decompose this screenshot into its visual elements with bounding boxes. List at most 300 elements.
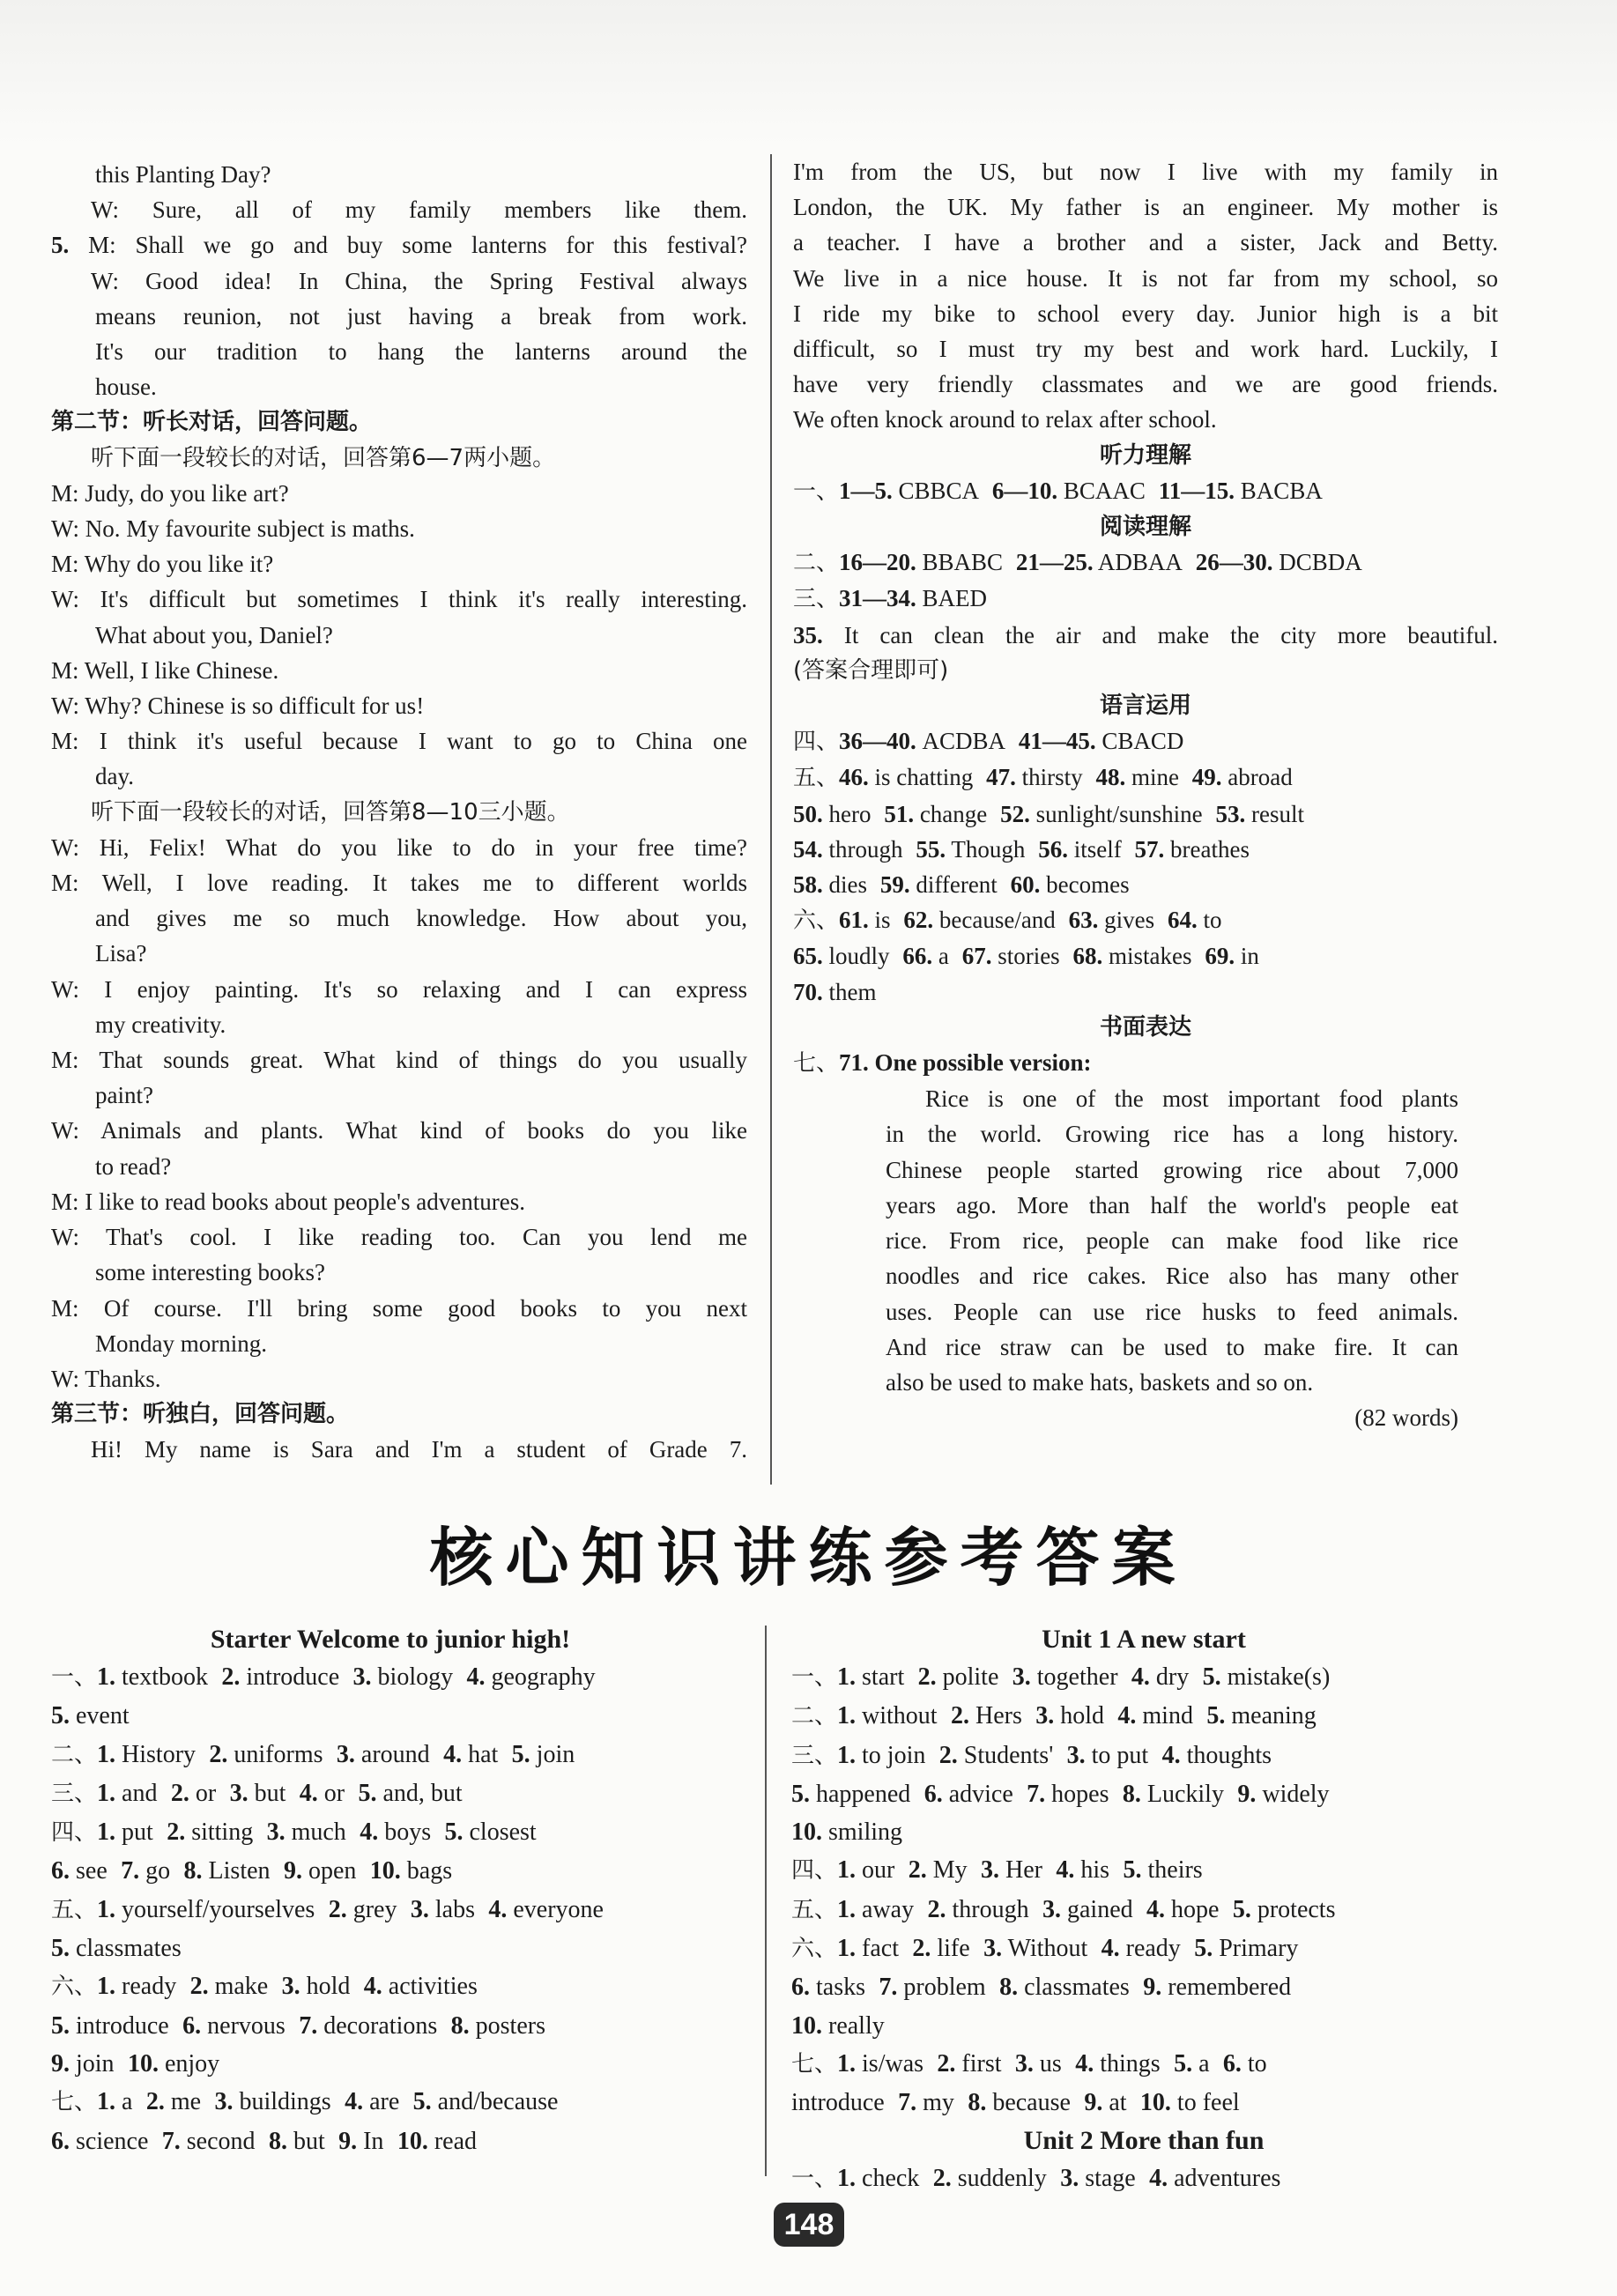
answer-text: second [186,2127,256,2155]
answer-text: first [961,2049,1002,2078]
question-number: 2. [189,1973,209,2001]
answer-text: abroad [1228,764,1293,791]
answer-text: open [308,1857,357,1885]
question-number: 3. [1035,1702,1055,1730]
answer-row [793,618,1498,653]
essay-line: Rice is one of the most important food plants [925,1085,1458,1113]
script-line: W: No. My favourite subject is maths. [51,515,415,543]
script-text: M: Shall we go and buy some lanterns for this festival? [88,232,748,259]
question-number: 5. [444,1818,464,1847]
answer-text: theirs [1147,1856,1203,1885]
answer-text: nervous [207,2011,286,2040]
answer-text: check [862,2164,920,2192]
question-number: 8. [999,1974,1019,2002]
question-number: 2. [328,1895,347,1923]
answer-text: hold [306,1973,351,2001]
answer-text: much [291,1818,346,1847]
answer-line [791,1813,1496,1851]
answer-text: them [828,978,877,1005]
question-number: 4. [1117,1702,1137,1730]
answer-line [51,2007,730,2045]
question-number: 2. [145,2088,165,2116]
answer-text: adventures [1174,2164,1281,2192]
script-line: to read? [95,1152,172,1180]
question-number: 3. [229,1779,248,1807]
answer-text: join [536,1740,575,1768]
question-number: 5. [1194,1935,1213,1963]
essay-line: also be used to make hats, baskets and so on. [886,1368,1314,1396]
question-number: 61. [839,907,869,934]
question-number: 1. [97,1818,116,1847]
script-line: M: I think it's useful because I want to go to China one [51,728,747,755]
question-number: 9. [283,1857,302,1885]
answer-text: fact [862,1935,899,1963]
answer-text: introduce [246,1663,340,1691]
question-number: 57. [1134,835,1165,863]
answer-text: DCBDA [1279,549,1362,576]
answer-text: through [828,835,903,863]
question-number: 3. [336,1740,355,1768]
answer-text: go [145,1857,171,1885]
script-line: W: Why? Chinese is so difficult for us! [51,693,425,720]
answer-text: Without [1007,1935,1088,1963]
answer-text: mine [1131,764,1179,791]
section-marker: 六、 [791,1936,838,1963]
question-number: 5. [511,1740,530,1768]
essay-line: in the world. Growing rice has a long history. [886,1121,1458,1148]
question-number: 5. [1202,1663,1221,1691]
passage-line: a teacher. I have a brother and a sister, Jack and Betty. [793,229,1498,256]
section-marker: 一、 [791,2165,838,2192]
answer-text: stage [1085,2164,1136,2192]
answer-line [791,1891,1496,1929]
starter-answers [51,1621,730,2160]
question-number: 2. [937,2049,956,2078]
question-number: 4. [345,2088,364,2116]
answer-row [793,759,1498,796]
section-marker: 五、 [793,765,840,792]
question-number: 49. [1191,764,1222,791]
answer-text: grey [352,1895,397,1923]
answer-text: problem [903,1974,986,2002]
answer-text: away [862,1895,915,1923]
question-number: 65. [793,943,823,970]
answer-text: put [122,1818,153,1847]
answer-line [51,1813,730,1852]
answer-text: classmates [1024,1974,1130,2002]
question-number: 70. [793,978,823,1005]
section-marker: 一、 [51,1664,98,1691]
answer-text: suddenly [957,2164,1047,2192]
answer-text: becomes [1046,871,1130,899]
answer-text: advice [948,1780,1013,1808]
question-number: 68. [1072,943,1103,970]
answer-text: but [293,2127,325,2155]
answer-text: his [1080,1856,1110,1885]
answer-text: or [323,1779,345,1807]
question-number: 3. [1042,1895,1061,1923]
script-line: What about you, Daniel? [95,621,333,648]
question-number: 6. [923,1780,943,1808]
question-number: 64. [1168,907,1198,934]
passage-line: We live in a nice house. It is not far from my school, so [793,264,1498,292]
question-number: 1. [97,1740,116,1768]
answer-text: loudly [828,943,890,970]
section-marker: 七、 [791,2050,838,2078]
answer-text: textbook [122,1663,209,1691]
passage-line: have very friendly classmates and we are good friends. [793,371,1498,398]
answer-text: around [360,1740,430,1768]
answer-text: uniforms [234,1740,323,1768]
word-count: (82 words) [1354,1404,1458,1432]
answer-row [793,796,1498,832]
answer-text: meaning [1231,1702,1317,1730]
answer-line [791,2084,1496,2122]
essay-line: Chinese people started growing rice about 7,000 [886,1156,1458,1183]
script-line: and gives me so much knowledge. How about you, [95,905,747,932]
answer-text: biology [377,1663,454,1691]
question-range: 36—40. [839,728,916,755]
essay-line: years ago. More than half the world's people eat [886,1191,1458,1218]
answer-text: to put [1091,1741,1149,1769]
answer-line [791,1658,1496,1697]
answer-line [791,2007,1496,2045]
answer-text: a [122,2088,133,2116]
script-line: M: I like to read books about people's adventures. [51,1188,525,1215]
answer-text: gives [1104,907,1155,934]
question-number: 6. [51,1857,70,1885]
question-number: 46. [839,764,869,791]
script-line: W: I enjoy painting. It's so relaxing and I can express [51,975,747,1003]
question-number: 1. [837,2164,857,2192]
question-number: 1. [837,2049,857,2078]
answer-text: polite [942,1663,999,1691]
question-number: 1. [837,1741,857,1769]
question-number: 54. [793,835,823,863]
answer-text: my [923,2089,954,2117]
question-number: 5. [51,1702,70,1730]
question-number: 1. [837,1702,857,1730]
question-number: 3. [981,1856,1000,1885]
question-number: 2. [950,1702,969,1730]
question-number: 3. [266,1818,286,1847]
question-number: 2. [927,1895,946,1923]
answer-row [793,1045,1498,1081]
answer-line [51,1736,730,1774]
answer-text: read [434,2127,478,2155]
answer-text: is [874,907,891,934]
question-number: 51. [884,800,915,827]
answer-row [793,902,1498,938]
question-number: 66. [902,943,933,970]
answer-text: History [122,1740,197,1768]
script-line: M: Of course. I'll bring some good books to you next [51,1294,747,1322]
answer-text: geography [491,1663,596,1691]
answer-text: itself [1073,835,1122,863]
answer-line [791,1737,1496,1775]
unit2-title: Unit 2 More than fun [1023,2125,1265,2155]
answer-text: a [938,943,949,970]
answer-text: gained [1066,1895,1133,1923]
section-heading: 第三节：听独白，回答问题。 [51,1401,350,1428]
answer-text: change [919,800,988,827]
essay-line: And rice straw can be used to make fire. It can [886,1333,1458,1360]
question-number: 4. [360,1818,379,1847]
question-number: 3. [410,1895,429,1923]
question-number: 53. [1215,800,1246,827]
answer-text: and [122,1779,158,1807]
answer-line [791,1775,1496,1813]
answer-text: Listen [208,1857,271,1885]
question-number: 10. [791,1818,822,1847]
answer-text: because/and [938,907,1056,934]
answer-text: thoughts [1186,1741,1272,1769]
question-number: 47. [986,764,1016,791]
question-number: 6. [1222,2049,1242,2078]
question-number: 10. [1139,2089,1171,2117]
question-number: 4. [488,1895,508,1923]
question-number: 5. [1232,1895,1251,1923]
question-number: 4. [1146,1895,1166,1923]
question-number: 3. [1060,2164,1079,2192]
question-number: 7. [879,1974,898,2002]
answer-text: Though [951,835,1026,863]
question-number: 63. [1068,907,1099,934]
answer-text: posters [475,2011,545,2040]
answer-text: BCAAC [1063,477,1146,504]
section-marker: 五、 [791,1896,838,1923]
script-line: this Planting Day? [95,161,271,188]
section-heading-listening: 听力理解 [1099,441,1191,469]
answer-text: make [214,1973,269,2001]
answer-text: hat [468,1740,499,1768]
question-number: 5. [1123,1856,1142,1885]
question-number: 69. [1205,943,1235,970]
answer-text: enjoy [164,2049,220,2078]
script-line: M: Why do you like it? [51,551,274,578]
answer-line [51,1929,730,1967]
question-number: 59. [879,871,910,899]
script-line: paint? [95,1082,153,1109]
question-number: 1. [97,2088,116,2116]
question-number: 4. [1056,1856,1075,1885]
section-marker: 四、 [791,1857,838,1885]
passage-line: I ride my bike to school every day. Junior high is a bit [793,300,1498,327]
script-line: day. [95,763,134,790]
question-number: 4. [466,1663,486,1691]
section-marker: 二、 [791,1703,838,1730]
instruction-line: 听下面一段较长的对话，回答第6—7两小题。 [91,444,556,471]
answer-text: mistake(s) [1227,1663,1331,1691]
question-number: 3. [983,1935,1003,1963]
answer-key-title: 核心知识讲练参考答案 [429,1521,1188,1595]
question-number: 2. [917,1663,937,1691]
section-marker: 三、 [793,586,840,613]
question-number: 8. [1122,1780,1141,1808]
passage-line: We often knock around to relax after school. [793,406,1217,433]
question-number: 2. [209,1740,228,1768]
answer-row [793,723,1498,759]
script-line: W: Hi, Felix! What do you like to do in your free time? [51,833,747,861]
answer-text: happened [816,1780,911,1808]
section-marker: 七、 [51,2089,98,2116]
answer-text: dies [828,871,867,899]
answer-text: protects [1257,1895,1336,1923]
column-divider-bottom [765,1626,767,2176]
answer-text: activities [388,1973,478,2001]
question-number: 9. [1084,2089,1103,2117]
question-number: 5. [412,2088,432,2116]
section-marker: 一、 [791,1664,838,1691]
script-line: It's our tradition to hang the lanterns around the [95,338,747,366]
unit-answers [791,1621,1496,2198]
answer-text: dry [1155,1663,1190,1691]
answer-line [51,1697,730,1735]
answer-text: ready [122,1973,177,2001]
question-number: 9. [1143,1974,1162,2002]
question-number: 67. [961,943,992,970]
answer-text: in [1240,943,1259,970]
question-number: 8. [183,1857,203,1885]
section-marker: 六、 [51,1974,98,2001]
question-number: 2. [908,1856,927,1885]
section-marker: 一、 [793,478,840,505]
script-line: means reunion, not just having a break from work. [95,302,747,330]
question-number: 4. [1101,1935,1120,1963]
answer-text: breathes [1170,835,1250,863]
question-number: 4. [1075,2049,1094,2078]
answer-text: really [828,2011,885,2040]
question-number: 3. [352,1663,372,1691]
sample-essay [793,1081,1498,1400]
answer-line [791,1697,1496,1736]
answer-text: me [170,2088,202,2116]
answer-text: yourself/yourselves [122,1895,315,1923]
answer-text: to [1203,907,1222,934]
answer-line [791,2159,1496,2198]
answer-text: closest [469,1818,537,1847]
question-range: 6—10. [991,477,1058,504]
question-number: 4. [299,1779,318,1807]
section-heading-reading: 阅读理解 [1099,514,1191,541]
answer-text: and/because [437,2088,559,2116]
question-number: 60. [1010,871,1041,899]
answer-line [51,1852,730,1890]
answer-line [51,1658,730,1697]
question-number: 3. [1014,2049,1034,2078]
question-number: 9. [338,2127,358,2155]
answer-text: together [1036,1663,1118,1691]
answer-text: Luckily [1146,1780,1224,1808]
answer-text: are [369,2088,400,2116]
answer-text: start [862,1663,905,1691]
section-marker: 三、 [791,1742,838,1769]
section-marker: 三、 [51,1780,98,1807]
question-number: 50. [793,800,823,827]
answer-line [51,1891,730,1929]
unit1-title: Unit 1 A new start [1042,1625,1246,1654]
script-line: house. [95,374,157,401]
script-line: W: It's difficult but sometimes I think it's really interesting. [51,586,747,613]
answer-line [51,2045,730,2083]
script-line: W: Good idea! In China, the Spring Festival always [91,267,747,294]
question-number: 7. [161,2127,181,2155]
question-number: 6. [791,1974,810,2002]
answer-text: buildings [239,2088,331,2116]
question-number: 35. [793,621,823,648]
question-number: 7. [299,2011,318,2040]
answer-text: sunlight/sunshine [1035,800,1203,827]
answer-text: My [932,1856,968,1885]
section-marker: 五、 [51,1896,98,1923]
script-line: W: Animals and plants. What kind of books do you like [51,1117,747,1144]
question-number: 10. [397,2127,428,2155]
answer-text: BBABC [922,549,1004,576]
answer-text: at [1109,2089,1127,2117]
essay-line: noodles and rice cakes. Rice also has many other [886,1263,1458,1290]
question-number: 1. [97,1663,116,1691]
answer-text: different [916,871,998,899]
answer-text: and, but [382,1779,463,1807]
question-number: 1. [837,1895,857,1923]
script-line: Hi! My name is Sara and I'm a student of Grade 7. [91,1436,747,1463]
answer-text: but [254,1779,286,1807]
question-number: 5. [51,1935,70,1963]
question-number: 9. [1237,1780,1257,1808]
answer-text: classmates [76,1935,182,1963]
section-heading-language: 语言运用 [1099,693,1191,720]
answer-line [51,1774,730,1813]
script-line: M: That sounds great. What kind of things do you usually [51,1047,747,1074]
script-line: M: Well, I like Chinese. [51,656,279,684]
answer-text: hope [1171,1895,1220,1923]
section-marker: 四、 [793,729,840,756]
question-number: 6. [51,2127,70,2155]
question-number: 1. [837,1935,857,1963]
question-number: 3. [281,1973,300,2001]
answer-row [793,544,1498,581]
answer-text: science [76,2127,149,2155]
answer-text: One possible version: [874,1049,1092,1077]
question-number: 3. [1012,1663,1031,1691]
question-number: 4. [443,1740,463,1768]
question-number: 9. [51,2049,70,2078]
question-number: 5. [51,2011,70,2040]
answer-note: (答案合理即可) [793,656,949,684]
answer-line [51,2083,730,2122]
script-line: Lisa? [95,940,147,967]
answer-text: widely [1262,1780,1330,1808]
answer-text: a [1198,2049,1210,2078]
answer-text: Primary [1219,1935,1299,1963]
question-number: 5. [1174,2049,1193,2078]
listening-script-column [51,157,747,1468]
question-number: 4. [1149,2164,1168,2192]
essay-line: rice. From rice, people can make food like rice [886,1227,1458,1255]
answer-text: smiling [828,1818,903,1847]
passage-line: I'm from the US, but now I live with my family in [793,159,1498,185]
answer-row [793,581,1498,617]
answer-line [791,1851,1496,1890]
passage-line: London, the UK. My father is an engineer. My mother is [793,194,1498,221]
answer-text: through [952,1895,1029,1923]
question-number: 1. [837,1856,857,1885]
answer-text: things [1100,2049,1161,2078]
answer-text: ready [1125,1935,1181,1963]
script-line: W: Sure, all of my family members like them. [91,196,747,224]
question-number: 7. [898,2089,917,2117]
question-number: 5. [358,1779,377,1807]
